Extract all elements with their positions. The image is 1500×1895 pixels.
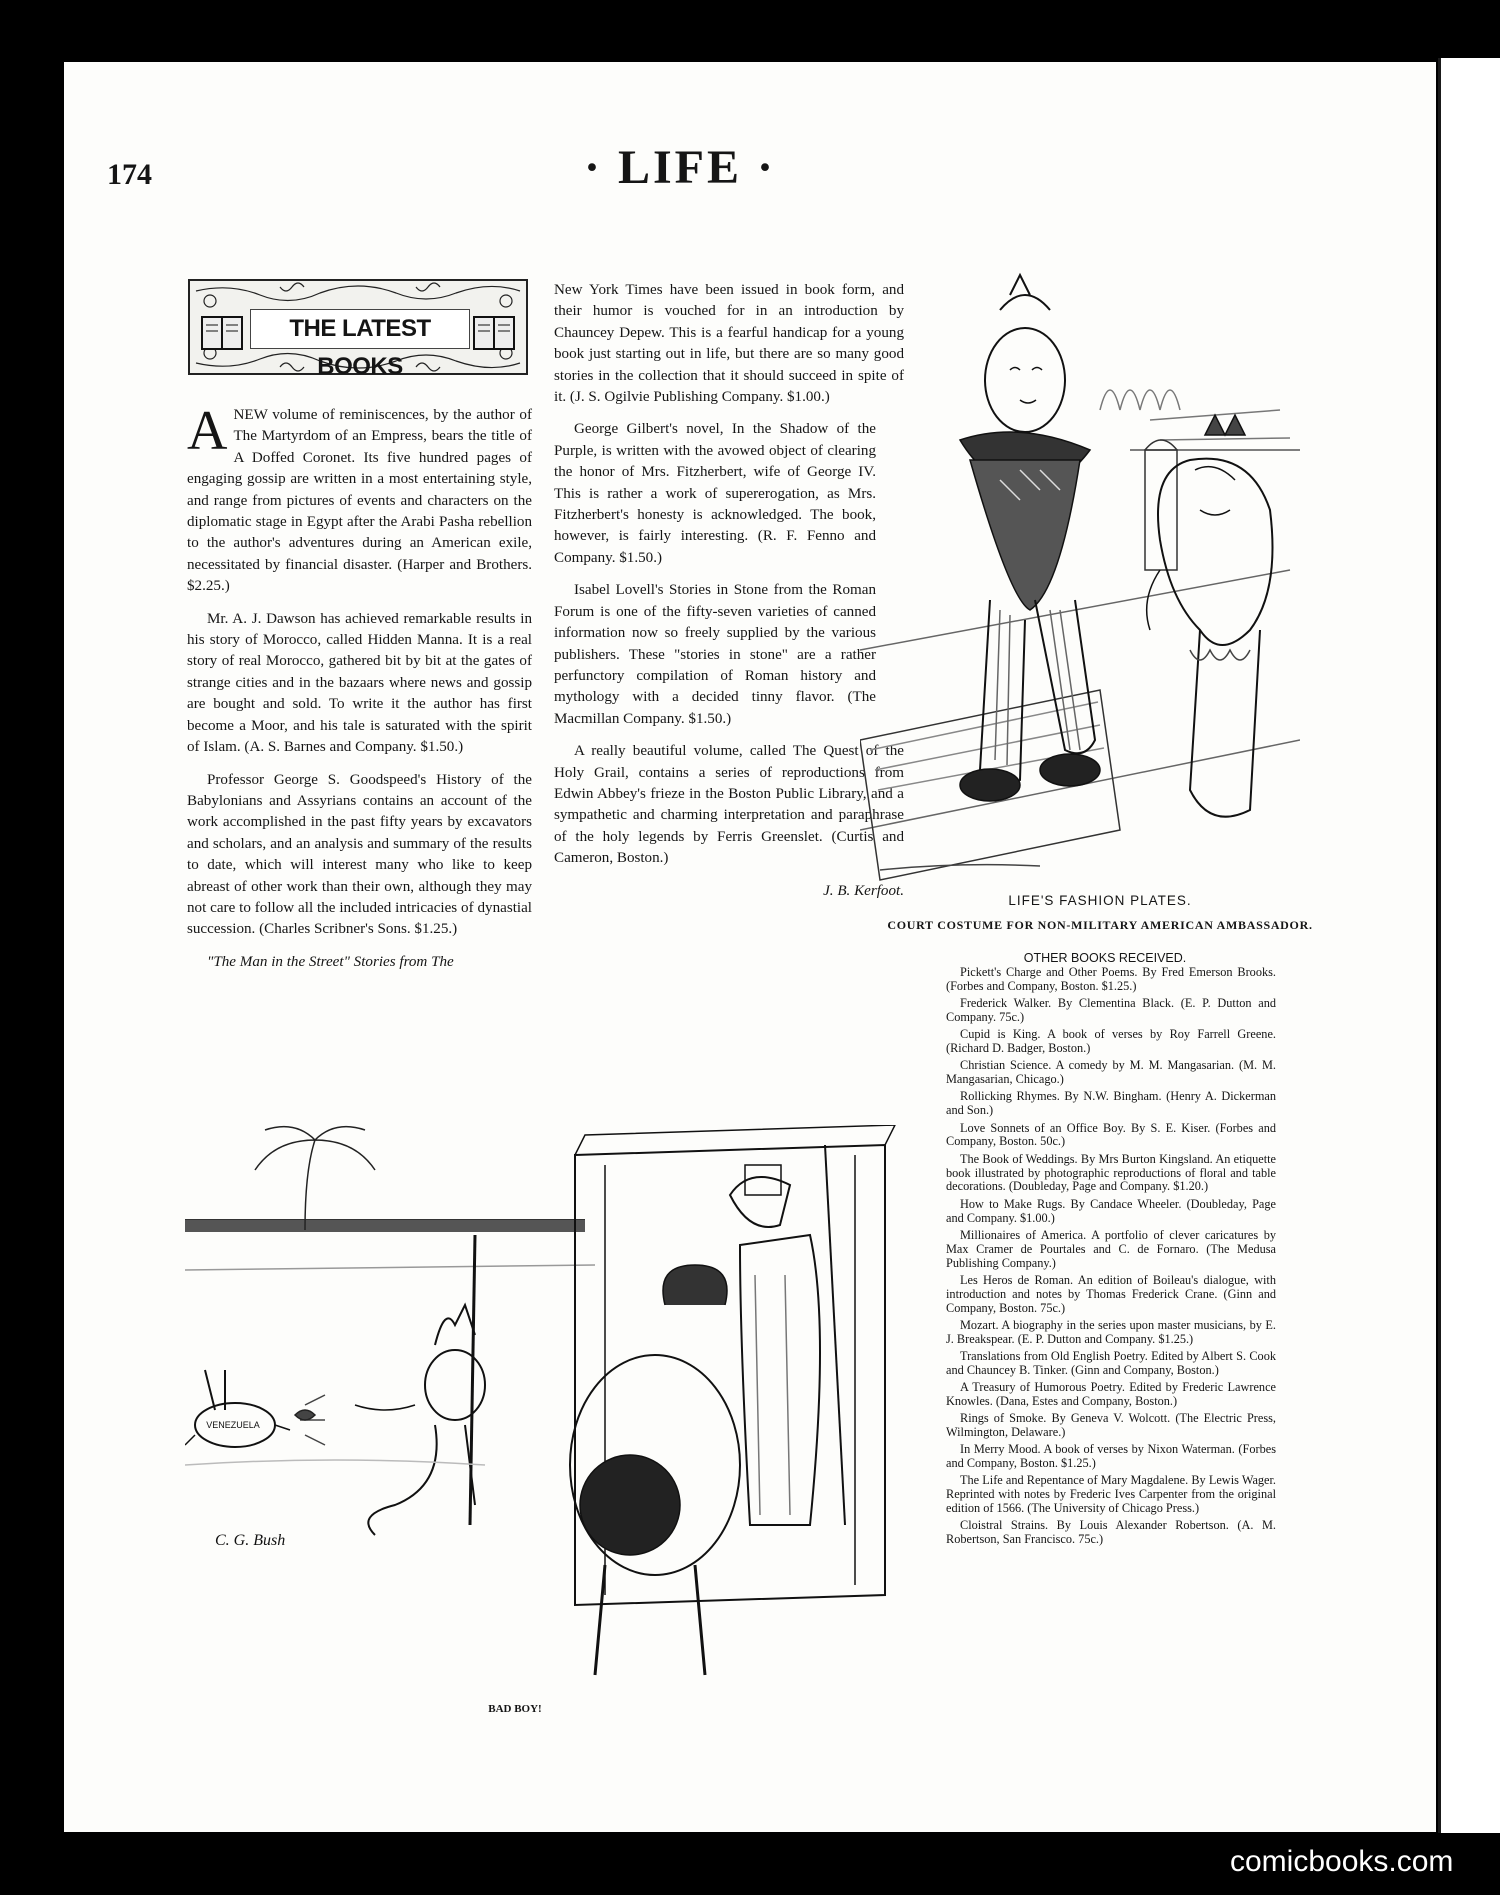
fashion-plate-caption: LIFE'S FASHION PLATES. [1008,893,1192,908]
book-entry: The Book of Weddings. By Mrs Burton Kingsland. An etiquette book illustrated by photographic reproductions of floral and table decorations. (Doubleday, Page and Company. $1.20.) [946,1151,1276,1194]
fashion-plate-subcaption: COURT COSTUME FOR NON-MILITARY AMERICAN AMBASSADOR. [887,918,1313,932]
book-entry: Frederick Walker. By Clementina Black. (E. P. Dutton and Company. 75c.) [946,996,1276,1025]
review-paragraph: Professor George S. Goodspeed's History of the Babylonians and Assyrians contains an account of the work accomplished in the past fifty years by excavators and scholars, and an analysis and summary of the results to date, which will interest many who like to keep abreast of other work than their own, although they may not care to follow all the included intricacies of dynastial succession. (Charles Scribner's Sons. $1.25.) [187,771,532,938]
latest-books-header [188,279,528,380]
review-paragraph: Mr. A. J. Dawson has achieved remarkable results in his story of Morocco, called Hidden Manna. It is a real story of real Morocco, gathered bit by bit at the gates of strange cities and in the bazaars where news and gossip are bought and sold. To write it the author has first become a Moor, and his tale is saturated with the spirit of Islam. (A. S. Barnes and Company. $1.50.) [187,610,532,756]
fashion-plate-cartoon [860,270,1300,885]
bad-boy-caption: BAD BOY! [488,1703,542,1715]
reviewer-signature: J. B. Kerfoot. [823,882,904,899]
book-entry: Christian Science. A comedy by M. M. Mangasarian. (M. M. Mangasarian, Chicago.) [946,1058,1276,1087]
other-books-heading: OTHER BOOKS RECEIVED. [1023,951,1187,965]
rabbit-label: VENEZUELA [206,1420,260,1430]
book-entry: Love Sonnets of an Office Boy. By S. E. Kiser. (Forbes and Company, Boston. 50c.) [946,1120,1276,1149]
adjacent-page-edge [1438,58,1500,1833]
review-column-1 [187,400,532,984]
book-entry: Millionaires of America. A portfolio of clever caricatures by Max Cramer de Pourtales and C. de Fornaro. (The Medusa Publishing Company.) [946,1227,1276,1270]
artist-signature: C. G. Bush [215,1532,286,1549]
book-entry: In Merry Mood. A book of verses by Nixon Waterman. (Forbes and Company, Boston. $1.25.) [946,1442,1276,1471]
book-entry: Cupid is King. A book of verses by Roy Farrell Greene. (Richard D. Badger, Boston.) [946,1027,1276,1056]
review-paragraph: "The Man in the Street" Stories from The [207,953,454,970]
book-entry: Rings of Smoke. By Geneva V. Wolcott. (The Electric Press, Wilmington, Delaware.) [946,1411,1276,1440]
book-entry: How to Make Rugs. By Candace Wheeler. (Doubleday, Page and Company. $1.00.) [946,1196,1276,1225]
book-entry: Translations from Old English Poetry. Edited by Albert S. Cook and Chauncey B. Tinker. (Ginn and Company, Boston.) [946,1348,1276,1377]
book-entry: Pickett's Charge and Other Poems. By Fred Emerson Brooks. (Forbes and Company, Boston. $1.25.) [946,965,1276,993]
review-paragraph: ANEW volume of reminiscences, by the author of The Martyrdom of an Empress, bears the title of A Doffed Coronet. Its five hundred pages of engaging gossip are written in a most entertaining style, and range from pictures of events and characters on the diplomatic stage in Egypt after the Arabi Pasha rebellion to the author's adventures during an American exile, necessitated by financial disaster. (Harper and Brothers. $2.25.) [187,400,532,595]
book-left-icon [202,317,242,349]
latest-books-title: THE LATEST BOOKS [250,309,470,349]
book-entry: The Life and Repentance of Mary Magdalene. By Lewis Wager. Reprinted with notes by Frederic Ives Carpenter from the original edition of 1566. (The University of Chicago Press.) [946,1473,1276,1516]
book-entry: Rollicking Rhymes. By N.W. Bingham. (Henry A. Dickerman and Son.) [946,1089,1276,1118]
other-books-list [946,966,1276,1550]
review-paragraph: Isabel Lovell's Stories in Stone from the Roman Forum is one of the fifty-seven varieties of canned information now so freely supplied by the various publishers. These "stories in stone" are a rather perfunctory compilation of Roman history and mythology with a decided tinny flavor. (The Macmillan Company. $1.50.) [554,582,876,727]
book-entry: A Treasury of Humorous Poetry. Edited by Frederic Lawrence Knowles. (Dana, Estes and Company, Boston.) [946,1380,1276,1408]
book-right-icon [474,317,514,349]
drop-cap: A [187,400,228,462]
book-entry: Mozart. A biography in the series upon master musicians, by E. J. Breakspear. (E. P. Dutton and Company. $1.25.) [946,1317,1276,1346]
review-paragraph: New York Times have been issued in book form, and their humor is vouched for in an introduction by Chauncey Depew. This is a fearful handicap for a young book just starting out in life, but there are so many good stories in the collection that it should succeed in spite of it. (J. S. Ogilvie Publishing Company. $1.00.) [554,282,904,406]
masthead-title: · LIFE · [583,141,777,194]
site-watermark: comicbooks.com [1230,1845,1454,1878]
book-entry: Cloistral Strains. By Louis Alexander Robertson. (A. M. Robertson, San Francisco. 75c.) [946,1518,1276,1547]
book-entry: Les Heros de Roman. An edition of Boileau's dialogue, with introduction and notes by Thomas Frederick Crane. (Ginn and Company, Boston. 75c.) [946,1272,1276,1315]
review-paragraph: A really beautiful volume, called The Quest of the Holy Grail, contains a series of reproductions from Edwin Abbey's frieze in the Boston Public Library, and a sympathetic and charming interpretation and paraphrase of the holy legends by Ferris Greenslet. (Curtis and Cameron, Boston.) [554,743,904,867]
review-paragraph: George Gilbert's novel, In the Shadow of the Purple, is written with the avowed object of clearing the honor of Mrs. Fitzherbert, wife of George IV. This is rather a work of supererogation, as Mrs. Fitzherbert's honesty is acknowledged. The book, however, is fairly interesting. (R. F. Fenno and Company. $1.50.) [554,421,876,566]
page-number: 174 [107,158,152,191]
bad-boy-cartoon [185,1125,930,1705]
review-column-2 [554,280,904,913]
